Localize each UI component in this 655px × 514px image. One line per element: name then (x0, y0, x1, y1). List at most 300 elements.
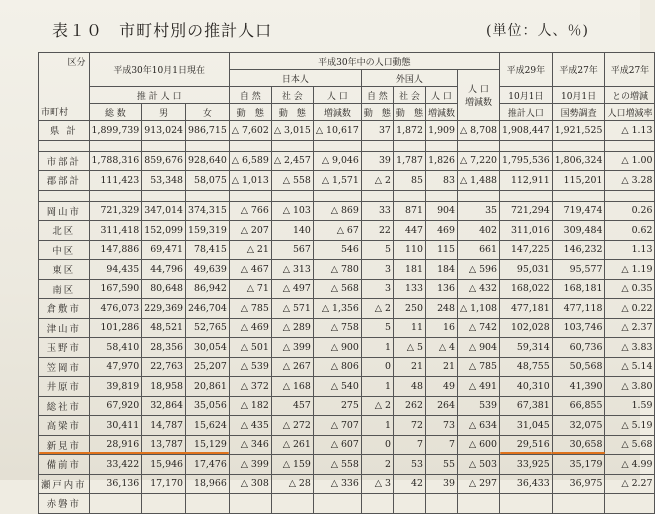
table-cell: 248 (425, 299, 457, 319)
municipality-name: 北区 (39, 221, 90, 241)
table-cell: 168,022 (500, 279, 553, 299)
table-cell: △ 10,617 (313, 121, 361, 141)
table-cell: 229,369 (142, 299, 186, 319)
table-cell: 115 (425, 240, 457, 260)
table-cell: 21 (425, 357, 457, 377)
table-cell: 94,435 (89, 260, 142, 280)
table-cell: △ 2.37 (605, 318, 655, 338)
table-cell: 15,624 (186, 416, 230, 436)
table-cell: 11 (393, 318, 425, 338)
table-cell: 7 (425, 435, 457, 455)
table-cell: △ 289 (271, 318, 313, 338)
table-cell: 73 (425, 416, 457, 436)
table-row (39, 240, 655, 260)
table-cell: △ 469 (229, 318, 271, 338)
table-cell: 39,819 (89, 377, 142, 397)
table-cell: △ 467 (229, 260, 271, 280)
table-cell: △ 540 (313, 377, 361, 397)
table-cell: △ 399 (229, 455, 271, 475)
table-cell: 1,921,525 (552, 121, 605, 141)
table-cell: 1,909 (425, 121, 457, 141)
table-cell: △ 3,015 (271, 121, 313, 141)
table-cell: 110 (393, 240, 425, 260)
table-cell: 49,639 (186, 260, 230, 280)
table-cell: △ 6,589 (229, 151, 271, 171)
table-cell: 275 (313, 396, 361, 416)
table-title: 市町村別の推計人口 (119, 21, 273, 40)
municipality-name: 玉野市 (39, 338, 90, 358)
table-cell: 661 (457, 240, 499, 260)
table-cell: 374,315 (186, 201, 230, 221)
table-cell: 102,028 (500, 318, 553, 338)
table-cell: △ 372 (229, 377, 271, 397)
table-cell: 85 (393, 171, 425, 191)
table-cell: 476,073 (89, 299, 142, 319)
table-cell: △ 600 (457, 435, 499, 455)
table-cell: △ 336 (313, 474, 361, 494)
table-cell: △ 168 (271, 377, 313, 397)
page-title (52, 18, 282, 41)
table-cell: 477,118 (552, 299, 605, 319)
table-cell: 47,970 (89, 357, 142, 377)
table-cell (500, 494, 553, 514)
table-cell: 103,746 (552, 318, 605, 338)
table-cell: △ 2.27 (605, 474, 655, 494)
table-cell: 21 (393, 357, 425, 377)
table-cell: 14,787 (142, 416, 186, 436)
table-cell: 30,658 (552, 435, 605, 455)
table-cell: 168,181 (552, 279, 605, 299)
table-cell: 48,755 (500, 357, 553, 377)
table-cell: 29,516 (500, 435, 553, 455)
table-cell: 42 (393, 474, 425, 494)
table-cell: 184 (425, 260, 457, 280)
table-cell: △ 7,602 (229, 121, 271, 141)
table-cell (271, 494, 313, 514)
table-cell: △ 182 (229, 396, 271, 416)
table-cell: 32,075 (552, 416, 605, 436)
table-cell: △ 1,356 (313, 299, 361, 319)
table-cell: 95,577 (552, 260, 605, 280)
japanese-header: 日本人 (229, 70, 361, 87)
table-cell: △ 435 (229, 416, 271, 436)
population-table (38, 52, 655, 514)
table-cell: 246,704 (186, 299, 230, 319)
table-cell: 48 (393, 377, 425, 397)
table-cell: △ 900 (313, 338, 361, 358)
table-cell: △ 5 (393, 338, 425, 358)
table-cell: 111,423 (89, 171, 142, 191)
table-cell: 311,016 (500, 221, 553, 241)
table-cell: △ 261 (271, 435, 313, 455)
table-cell: 18,966 (186, 474, 230, 494)
table-cell: △ 780 (313, 260, 361, 280)
table-cell: 35 (457, 201, 499, 221)
table-cell: 1 (361, 416, 393, 436)
table-cell: △ 5.14 (605, 357, 655, 377)
table-cell: △ 2 (361, 299, 393, 319)
municipality-name: 市部計 (39, 151, 90, 171)
table-cell: 66,855 (552, 396, 605, 416)
table-cell: △ 904 (457, 338, 499, 358)
table-cell: 53 (393, 455, 425, 475)
table-cell: 36,975 (552, 474, 605, 494)
table-cell: 147,225 (500, 240, 553, 260)
table-cell: △ 272 (271, 416, 313, 436)
table-row (39, 377, 655, 397)
table-cell: 250 (393, 299, 425, 319)
table-cell: △ 308 (229, 474, 271, 494)
table-cell (425, 494, 457, 514)
table-cell: △ 0.35 (605, 279, 655, 299)
table-cell: 30,054 (186, 338, 230, 358)
table-cell: △ 707 (313, 416, 361, 436)
table-cell: △ 596 (457, 260, 499, 280)
table-cell: 1.59 (605, 396, 655, 416)
table-cell: 32,864 (142, 396, 186, 416)
table-cell: △ 5.68 (605, 435, 655, 455)
municipality-name: 井原市 (39, 377, 90, 397)
spacer-row (39, 190, 655, 201)
table-cell: 28,356 (142, 338, 186, 358)
spacer-row (39, 140, 655, 151)
table-cell: 264 (425, 396, 457, 416)
table-cell: △ 0.22 (605, 299, 655, 319)
table-cell: 140 (271, 221, 313, 241)
table-row (39, 396, 655, 416)
table-cell (142, 494, 186, 514)
table-cell: 16 (425, 318, 457, 338)
table-cell: 41,390 (552, 377, 605, 397)
table-cell: 1,826 (425, 151, 457, 171)
table-cell: 546 (313, 240, 361, 260)
table-cell: 67,920 (89, 396, 142, 416)
table-cell: 55 (425, 455, 457, 475)
table-cell: 13,787 (142, 435, 186, 455)
table-cell (229, 494, 271, 514)
table-cell (89, 494, 142, 514)
municipality-name: 倉敷市 (39, 299, 90, 319)
total-change-header: 人 口 増減数 (457, 70, 499, 121)
table-cell: △ 503 (457, 455, 499, 475)
table-row (39, 455, 655, 475)
table-row (39, 299, 655, 319)
table-cell: △ 28 (271, 474, 313, 494)
table-cell: △ 297 (457, 474, 499, 494)
table-cell: 39 (425, 474, 457, 494)
table-cell (393, 494, 425, 514)
table-cell: 1,788,316 (89, 151, 142, 171)
table-cell: 146,232 (552, 240, 605, 260)
table-cell: 2 (361, 455, 393, 475)
table-cell: 309,484 (552, 221, 605, 241)
table-cell: 721,294 (500, 201, 553, 221)
table-cell: 72 (393, 416, 425, 436)
table-cell: △ 8,708 (457, 121, 499, 141)
table-cell: 0.62 (605, 221, 655, 241)
table-row (39, 279, 655, 299)
municipality-name: 東区 (39, 260, 90, 280)
table-cell: 3 (361, 279, 393, 299)
table-cell: 20,861 (186, 377, 230, 397)
table-cell: △ 539 (229, 357, 271, 377)
table-cell: 904 (425, 201, 457, 221)
municipality-name: 高梁市 (39, 416, 90, 436)
table-cell: △ 67 (313, 221, 361, 241)
table-cell: 17,476 (186, 455, 230, 475)
table-cell: 719,474 (552, 201, 605, 221)
table-cell: △ 103 (271, 201, 313, 221)
table-row (39, 338, 655, 358)
table-cell: △ 1,571 (313, 171, 361, 191)
municipality-name: 郡部計 (39, 171, 90, 191)
table-cell: △ 869 (313, 201, 361, 221)
table-cell: △ 346 (229, 435, 271, 455)
table-cell: △ 3.83 (605, 338, 655, 358)
municipality-name: 新見市 (39, 435, 90, 455)
table-cell: 31,045 (500, 416, 553, 436)
table-cell: 58,075 (186, 171, 230, 191)
table-cell: 33 (361, 201, 393, 221)
table-cell: 60,736 (552, 338, 605, 358)
table-cell: 48,521 (142, 318, 186, 338)
table-row (39, 121, 655, 141)
table-cell: 1,806,324 (552, 151, 605, 171)
table-cell: 1 (361, 377, 393, 397)
table-cell: △ 1.19 (605, 260, 655, 280)
table-cell: 52,765 (186, 318, 230, 338)
estimate-header: 推 計 人 口 (89, 87, 229, 104)
table-cell: △ 71 (229, 279, 271, 299)
table-cell: 152,099 (142, 221, 186, 241)
table-cell: △ 568 (313, 279, 361, 299)
table-cell: △ 558 (313, 455, 361, 475)
table-row (39, 318, 655, 338)
table-cell: △ 5.19 (605, 416, 655, 436)
table-cell: 7 (393, 435, 425, 455)
h27-header: 平成27年 (552, 53, 605, 87)
table-cell: 0 (361, 357, 393, 377)
table-row (39, 494, 655, 514)
table-cell: 539 (457, 396, 499, 416)
table-cell: 78,415 (186, 240, 230, 260)
table-cell: △ 785 (457, 357, 499, 377)
table-cell: △ 571 (271, 299, 313, 319)
table-cell: △ 758 (313, 318, 361, 338)
table-body (39, 121, 655, 514)
table-cell: △ 1,488 (457, 171, 499, 191)
table-cell: 1,899,739 (89, 121, 142, 141)
table-cell: 928,640 (186, 151, 230, 171)
table-cell: △ 399 (271, 338, 313, 358)
table-cell: 35,056 (186, 396, 230, 416)
table-cell: 1,908,447 (500, 121, 553, 141)
table-cell: 1,872 (393, 121, 425, 141)
table-cell: 402 (457, 221, 499, 241)
table-cell: 25,207 (186, 357, 230, 377)
table-cell (552, 494, 605, 514)
table-row (39, 474, 655, 494)
table-header: 区分 市町村 平成30年10月1日現在 平成30年中の人口動態 平成29年 平成27年 平成27年 日本人 外国人 人 口 増減数 推 計 人 口 自 然 社 会 人 口 自 然 社 会 人 口 10月1日 10月1日 との増減 総 数 男 女 動 態 動 態 増減数 動 態 動 態 増減数 推計人口 国勢調査 人口増減率 (39, 53, 655, 121)
highlight-underline (500, 452, 553, 454)
table-cell: △ 1,013 (229, 171, 271, 191)
table-cell: 0.26 (605, 201, 655, 221)
table-cell: 83 (425, 171, 457, 191)
table-cell: △ 3.28 (605, 171, 655, 191)
table-row (39, 221, 655, 241)
rate-header: 平成27年 (605, 53, 655, 87)
table-cell: 147,886 (89, 240, 142, 260)
table-cell: △ 1.13 (605, 121, 655, 141)
table-cell: 347,014 (142, 201, 186, 221)
table-cell (361, 494, 393, 514)
table-cell: 40,310 (500, 377, 553, 397)
table-cell: 567 (271, 240, 313, 260)
municipality-name: 県 計 (39, 121, 90, 141)
table-cell: 3 (361, 260, 393, 280)
table-cell: △ 501 (229, 338, 271, 358)
table-row (39, 260, 655, 280)
municipality-name: 総社市 (39, 396, 90, 416)
table-cell: △ 3.80 (605, 377, 655, 397)
table-cell: 1 (361, 338, 393, 358)
table-cell: △ 1,108 (457, 299, 499, 319)
table-cell: 30,411 (89, 416, 142, 436)
table-cell: 15,129 (186, 435, 230, 455)
table-cell: 913,024 (142, 121, 186, 141)
table-cell: 477,181 (500, 299, 553, 319)
table-cell: 112,911 (500, 171, 553, 191)
table-cell: 17,170 (142, 474, 186, 494)
table-cell: △ 634 (457, 416, 499, 436)
table-cell: △ 4 (425, 338, 457, 358)
table-cell: 986,715 (186, 121, 230, 141)
unit-label: (単位：人、％) (486, 23, 589, 39)
table-cell: 311,418 (89, 221, 142, 241)
table-cell: 36,136 (89, 474, 142, 494)
table-cell: 1,795,536 (500, 151, 553, 171)
highlight-underline (39, 452, 230, 454)
table-cell: 35,179 (552, 455, 605, 475)
table-cell: △ 742 (457, 318, 499, 338)
table-cell: △ 766 (229, 201, 271, 221)
table-cell: 36,433 (500, 474, 553, 494)
municipality-name: 赤磐市 (39, 494, 90, 514)
highlight-underline (552, 452, 605, 454)
table-cell: △ 207 (229, 221, 271, 241)
table-row (39, 357, 655, 377)
table-cell: 871 (393, 201, 425, 221)
table-row (39, 171, 655, 191)
table-cell: 53,348 (142, 171, 186, 191)
table-cell: 136 (425, 279, 457, 299)
table-cell: △ 313 (271, 260, 313, 280)
table-cell: △ 2 (361, 396, 393, 416)
table-cell: 59,314 (500, 338, 553, 358)
table-cell (186, 494, 230, 514)
table-cell: 859,676 (142, 151, 186, 171)
table-number: 表１０ (52, 21, 104, 40)
table-cell: 0 (361, 435, 393, 455)
table-cell: 721,329 (89, 201, 142, 221)
table-cell: 86,942 (186, 279, 230, 299)
table-cell: 95,031 (500, 260, 553, 280)
municipality-name: 津山市 (39, 318, 90, 338)
table-cell: 181 (393, 260, 425, 280)
municipality-name: 岡山市 (39, 201, 90, 221)
table-cell: 167,590 (89, 279, 142, 299)
table-cell: 5 (361, 240, 393, 260)
table-cell: 67,381 (500, 396, 553, 416)
table-cell (313, 494, 361, 514)
table-cell: △ 785 (229, 299, 271, 319)
table-cell: 262 (393, 396, 425, 416)
table-cell: 33,925 (500, 455, 553, 475)
table-cell: △ 497 (271, 279, 313, 299)
table-cell: △ 159 (271, 455, 313, 475)
table-cell: 101,286 (89, 318, 142, 338)
table-cell: 1,787 (393, 151, 425, 171)
table-cell: 33,422 (89, 455, 142, 475)
table-cell: 447 (393, 221, 425, 241)
table-cell: 115,201 (552, 171, 605, 191)
table-cell: 69,471 (142, 240, 186, 260)
table-cell: 22 (361, 221, 393, 241)
table-cell: 5 (361, 318, 393, 338)
table-cell: △ 491 (457, 377, 499, 397)
table-cell: 58,410 (89, 338, 142, 358)
table-cell: △ 607 (313, 435, 361, 455)
municipality-name: 南区 (39, 279, 90, 299)
table-cell: 49 (425, 377, 457, 397)
municipality-name: 備前市 (39, 455, 90, 475)
estimate-date-header: 平成30年10月1日現在 (89, 53, 229, 87)
table-cell: △ 558 (271, 171, 313, 191)
table-cell: △ 1.00 (605, 151, 655, 171)
movement-header: 平成30年中の人口動態 (229, 53, 499, 70)
corner-header: 区分 市町村 (39, 53, 90, 121)
table-cell (605, 494, 655, 514)
table-cell: 39 (361, 151, 393, 171)
table-cell: 159,319 (186, 221, 230, 241)
municipality-name: 笠岡市 (39, 357, 90, 377)
table-cell (457, 494, 499, 514)
table-cell: 37 (361, 121, 393, 141)
table-cell: 133 (393, 279, 425, 299)
table-cell: △ 21 (229, 240, 271, 260)
table-row (39, 416, 655, 436)
table-cell: 28,916 (89, 435, 142, 455)
table-cell: △ 4.99 (605, 455, 655, 475)
table-cell: 80,648 (142, 279, 186, 299)
table-cell: 44,796 (142, 260, 186, 280)
table-row (39, 201, 655, 221)
table-cell: 15,946 (142, 455, 186, 475)
table-cell: △ 3 (361, 474, 393, 494)
h29-header: 平成29年 (500, 53, 553, 87)
table-cell: 22,763 (142, 357, 186, 377)
table-cell: 457 (271, 396, 313, 416)
table-cell: 18,958 (142, 377, 186, 397)
table-cell: 50,568 (552, 357, 605, 377)
table-cell: 469 (425, 221, 457, 241)
table-cell: △ 9,046 (313, 151, 361, 171)
municipality-name: 瀬戸内市 (39, 474, 90, 494)
municipality-name: 中区 (39, 240, 90, 260)
table-row (39, 151, 655, 171)
table-cell: 1.13 (605, 240, 655, 260)
table-cell: △ 432 (457, 279, 499, 299)
